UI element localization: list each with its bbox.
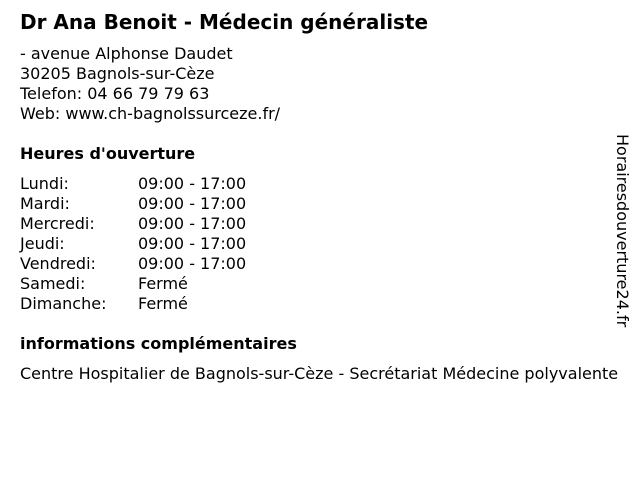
time-value: Fermé (138, 294, 188, 313)
address-street: - avenue Alphonse Daudet (20, 44, 233, 63)
time-value: 09:00 - 17:00 (138, 194, 247, 213)
day-label: Mardi: (20, 194, 70, 213)
watermark (612, 134, 632, 346)
hours-heading: Heures d'ouverture (20, 144, 196, 163)
time-value: 09:00 - 17:00 (138, 174, 247, 193)
website-link[interactable]: Web: www.ch-bagnolssurceze.fr/ (20, 104, 281, 123)
day-label: Samedi: (20, 274, 86, 293)
day-label: Dimanche: (20, 294, 107, 313)
time-value: 09:00 - 17:00 (138, 254, 247, 273)
address-city: 30205 Bagnols-sur-Cèze (20, 64, 215, 83)
phone-number: Telefon: 04 66 79 79 63 (20, 84, 210, 103)
info-heading: informations complémentaires (20, 334, 297, 353)
info-text: Centre Hospitalier de Bagnols-sur-Cèze - Secrétariat Médecine polyvalente (20, 364, 619, 383)
address-block (20, 44, 280, 124)
day-label: Jeudi: (20, 234, 65, 253)
day-label: Lundi: (20, 174, 69, 193)
time-value: 09:00 - 17:00 (138, 214, 247, 233)
watermark-text: Horairesdouverture24.fr (613, 134, 632, 328)
time-value: Fermé (138, 274, 188, 293)
day-label: Vendredi: (20, 254, 96, 273)
page-title: Dr Ana Benoit - Médecin généraliste (20, 10, 429, 34)
day-label: Mercredi: (20, 214, 95, 233)
time-value: 09:00 - 17:00 (138, 234, 247, 253)
